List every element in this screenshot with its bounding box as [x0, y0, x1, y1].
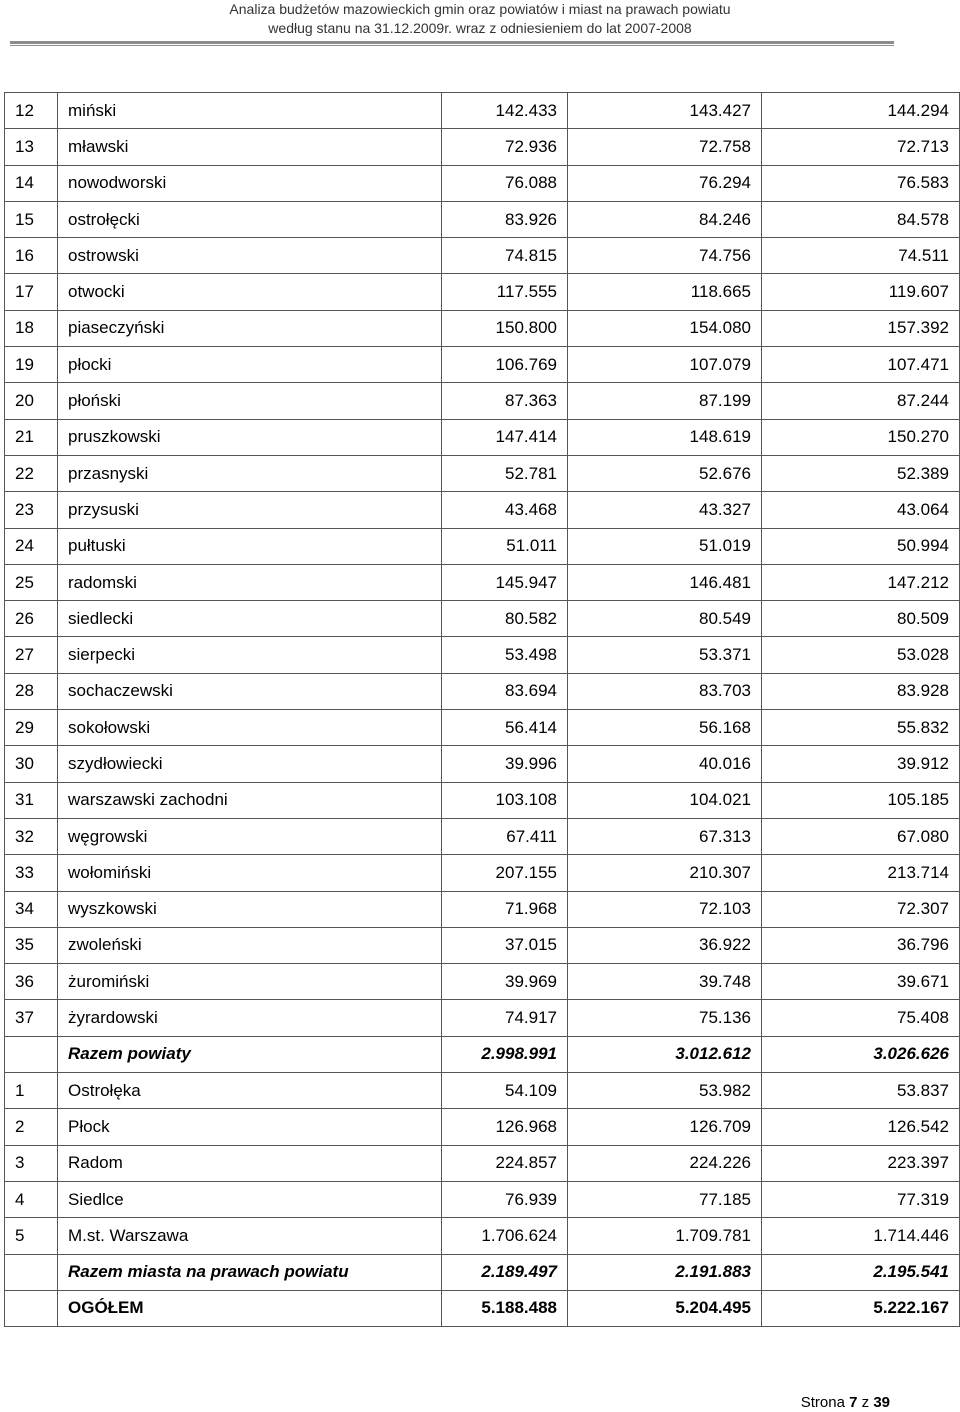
value-2007: 39.996: [442, 746, 568, 782]
value-2009: 213.714: [762, 855, 960, 891]
row-name: przasnyski: [58, 455, 442, 491]
table-row: [5, 129, 960, 165]
value-2009: 76.583: [762, 165, 960, 201]
footer-page-total: 39: [873, 1394, 890, 1411]
page-footer: [801, 1394, 890, 1411]
table-row: [5, 710, 960, 746]
value-2007: 72.936: [442, 129, 568, 165]
value-2007: 76.088: [442, 165, 568, 201]
table-row: [5, 383, 960, 419]
value-2008: 1.709.781: [568, 1218, 762, 1254]
value-2009: 223.397: [762, 1145, 960, 1181]
row-number: 12: [5, 93, 58, 129]
table-row: [5, 93, 960, 129]
value-2009: 126.542: [762, 1109, 960, 1145]
row-number: 30: [5, 746, 58, 782]
row-name: płoński: [58, 383, 442, 419]
row-name: pruszkowski: [58, 419, 442, 455]
row-name: Radom: [58, 1145, 442, 1181]
row-name: sokołowski: [58, 710, 442, 746]
row-name: Płock: [58, 1109, 442, 1145]
row-number: 27: [5, 637, 58, 673]
table-row: [5, 855, 960, 891]
row-name: Razem miasta na prawach powiatu: [58, 1254, 442, 1290]
table-row: [5, 419, 960, 455]
table-row: [5, 274, 960, 310]
footer-sep: z: [861, 1394, 870, 1411]
table-row: [5, 1218, 960, 1254]
value-2007: 52.781: [442, 455, 568, 491]
row-name: otwocki: [58, 274, 442, 310]
row-name: żyrardowski: [58, 1000, 442, 1036]
value-2009: 105.185: [762, 782, 960, 818]
table-row: [5, 891, 960, 927]
value-2007: 83.694: [442, 673, 568, 709]
value-2007: 76.939: [442, 1181, 568, 1217]
value-2008: 126.709: [568, 1109, 762, 1145]
value-2007: 80.582: [442, 601, 568, 637]
value-2007: 71.968: [442, 891, 568, 927]
row-name: piaseczyński: [58, 310, 442, 346]
table-row: [5, 601, 960, 637]
row-number: 4: [5, 1181, 58, 1217]
table-row: [5, 746, 960, 782]
value-2008: 2.191.883: [568, 1254, 762, 1290]
value-2008: 39.748: [568, 964, 762, 1000]
row-name: wołomiński: [58, 855, 442, 891]
row-name: miński: [58, 93, 442, 129]
row-name: przysuski: [58, 492, 442, 528]
value-2007: 53.498: [442, 637, 568, 673]
value-2007: 51.011: [442, 528, 568, 564]
row-number: 1: [5, 1073, 58, 1109]
value-2008: 107.079: [568, 347, 762, 383]
row-number: 34: [5, 891, 58, 927]
value-2008: 53.371: [568, 637, 762, 673]
value-2008: 51.019: [568, 528, 762, 564]
value-2007: 5.188.488: [442, 1290, 568, 1326]
value-2008: 72.758: [568, 129, 762, 165]
value-2009: 50.994: [762, 528, 960, 564]
value-2008: 67.313: [568, 818, 762, 854]
value-2007: 106.769: [442, 347, 568, 383]
value-2009: 72.307: [762, 891, 960, 927]
table-row: [5, 1073, 960, 1109]
value-2008: 52.676: [568, 455, 762, 491]
value-2007: 2.189.497: [442, 1254, 568, 1290]
value-2009: 52.389: [762, 455, 960, 491]
value-2009: 84.578: [762, 201, 960, 237]
row-number: 37: [5, 1000, 58, 1036]
row-name: szydłowiecki: [58, 746, 442, 782]
value-2008: 56.168: [568, 710, 762, 746]
header-rule: [10, 41, 894, 44]
row-name: warszawski zachodni: [58, 782, 442, 818]
value-2008: 210.307: [568, 855, 762, 891]
header-rule-thin: [10, 45, 894, 46]
row-number: 35: [5, 927, 58, 963]
table-row: [5, 818, 960, 854]
table-row: [5, 455, 960, 491]
value-2007: 87.363: [442, 383, 568, 419]
value-2009: 2.195.541: [762, 1254, 960, 1290]
table-row: [5, 165, 960, 201]
row-name: wyszkowski: [58, 891, 442, 927]
row-number: 19: [5, 347, 58, 383]
row-number: [5, 1290, 58, 1326]
value-2008: 146.481: [568, 564, 762, 600]
row-name: zwoleński: [58, 927, 442, 963]
row-number: 21: [5, 419, 58, 455]
value-2008: 77.185: [568, 1181, 762, 1217]
row-number: 24: [5, 528, 58, 564]
row-number: 29: [5, 710, 58, 746]
row-number: 36: [5, 964, 58, 1000]
table-row: [5, 1036, 960, 1072]
row-name: Razem powiaty: [58, 1036, 442, 1072]
value-2007: 74.815: [442, 238, 568, 274]
value-2007: 1.706.624: [442, 1218, 568, 1254]
value-2008: 43.327: [568, 492, 762, 528]
value-2009: 150.270: [762, 419, 960, 455]
table-row: [5, 964, 960, 1000]
value-2007: 43.468: [442, 492, 568, 528]
value-2009: 67.080: [762, 818, 960, 854]
row-number: 25: [5, 564, 58, 600]
value-2007: 2.998.991: [442, 1036, 568, 1072]
value-2009: 43.064: [762, 492, 960, 528]
value-2007: 117.555: [442, 274, 568, 310]
row-name: pułtuski: [58, 528, 442, 564]
value-2007: 142.433: [442, 93, 568, 129]
value-2009: 53.837: [762, 1073, 960, 1109]
row-number: 23: [5, 492, 58, 528]
page-header: [0, 0, 960, 38]
table-row: [5, 310, 960, 346]
value-2007: 126.968: [442, 1109, 568, 1145]
footer-prefix: Strona: [800, 1394, 845, 1411]
row-name: węgrowski: [58, 818, 442, 854]
value-2008: 224.226: [568, 1145, 762, 1181]
row-name: mławski: [58, 129, 442, 165]
row-number: 3: [5, 1145, 58, 1181]
row-number: 28: [5, 673, 58, 709]
row-name: sochaczewski: [58, 673, 442, 709]
value-2009: 83.928: [762, 673, 960, 709]
value-2008: 148.619: [568, 419, 762, 455]
table-body: [5, 93, 960, 1327]
value-2007: 67.411: [442, 818, 568, 854]
row-number: 13: [5, 129, 58, 165]
value-2007: 103.108: [442, 782, 568, 818]
table-row: [5, 1145, 960, 1181]
row-number: 31: [5, 782, 58, 818]
value-2009: 107.471: [762, 347, 960, 383]
value-2007: 74.917: [442, 1000, 568, 1036]
row-number: 14: [5, 165, 58, 201]
table-row: [5, 492, 960, 528]
row-name: Siedlce: [58, 1181, 442, 1217]
value-2008: 3.012.612: [568, 1036, 762, 1072]
row-number: 18: [5, 310, 58, 346]
value-2008: 87.199: [568, 383, 762, 419]
value-2008: 40.016: [568, 746, 762, 782]
table-row: [5, 673, 960, 709]
value-2007: 145.947: [442, 564, 568, 600]
table-row: [5, 1181, 960, 1217]
row-name: płocki: [58, 347, 442, 383]
value-2009: 157.392: [762, 310, 960, 346]
value-2007: 56.414: [442, 710, 568, 746]
row-name: siedlecki: [58, 601, 442, 637]
table-row: [5, 201, 960, 237]
value-2009: 55.832: [762, 710, 960, 746]
value-2009: 144.294: [762, 93, 960, 129]
value-2009: 77.319: [762, 1181, 960, 1217]
row-number: [5, 1254, 58, 1290]
table-row: [5, 1109, 960, 1145]
row-number: 33: [5, 855, 58, 891]
value-2007: 54.109: [442, 1073, 568, 1109]
value-2008: 154.080: [568, 310, 762, 346]
value-2008: 143.427: [568, 93, 762, 129]
row-name: ostrołęcki: [58, 201, 442, 237]
row-number: 26: [5, 601, 58, 637]
value-2008: 5.204.495: [568, 1290, 762, 1326]
table-row: [5, 1290, 960, 1326]
row-number: [5, 1036, 58, 1072]
table-row: [5, 1254, 960, 1290]
row-name: ostrowski: [58, 238, 442, 274]
row-name: Ostrołęka: [58, 1073, 442, 1109]
row-number: 5: [5, 1218, 58, 1254]
value-2008: 53.982: [568, 1073, 762, 1109]
row-number: 32: [5, 818, 58, 854]
value-2009: 3.026.626: [762, 1036, 960, 1072]
table-row: [5, 347, 960, 383]
value-2008: 74.756: [568, 238, 762, 274]
value-2008: 118.665: [568, 274, 762, 310]
value-2008: 84.246: [568, 201, 762, 237]
table-row: [5, 238, 960, 274]
value-2007: 83.926: [442, 201, 568, 237]
value-2008: 75.136: [568, 1000, 762, 1036]
row-number: 17: [5, 274, 58, 310]
row-name: M.st. Warszawa: [58, 1218, 442, 1254]
value-2008: 104.021: [568, 782, 762, 818]
value-2009: 39.671: [762, 964, 960, 1000]
value-2009: 119.607: [762, 274, 960, 310]
row-name: nowodworski: [58, 165, 442, 201]
table-row: [5, 1000, 960, 1036]
value-2007: 207.155: [442, 855, 568, 891]
value-2009: 1.714.446: [762, 1218, 960, 1254]
row-number: 15: [5, 201, 58, 237]
value-2007: 224.857: [442, 1145, 568, 1181]
table-row: [5, 637, 960, 673]
value-2008: 76.294: [568, 165, 762, 201]
value-2009: 36.796: [762, 927, 960, 963]
value-2008: 83.703: [568, 673, 762, 709]
row-number: 2: [5, 1109, 58, 1145]
value-2008: 36.922: [568, 927, 762, 963]
value-2009: 53.028: [762, 637, 960, 673]
value-2007: 39.969: [442, 964, 568, 1000]
row-name: sierpecki: [58, 637, 442, 673]
header-title-line1: Analiza budżetów mazowieckich gmin oraz powiatów i miast na prawach powiatu: [229, 1, 731, 17]
table-row: [5, 927, 960, 963]
footer-page-number: 7: [849, 1394, 858, 1411]
value-2007: 37.015: [442, 927, 568, 963]
row-number: 16: [5, 238, 58, 274]
population-table: [4, 92, 960, 1327]
value-2009: 80.509: [762, 601, 960, 637]
row-name: żuromiński: [58, 964, 442, 1000]
value-2009: 5.222.167: [762, 1290, 960, 1326]
value-2008: 80.549: [568, 601, 762, 637]
row-name: radomski: [58, 564, 442, 600]
table-row: [5, 564, 960, 600]
value-2009: 147.212: [762, 564, 960, 600]
value-2009: 72.713: [762, 129, 960, 165]
value-2007: 150.800: [442, 310, 568, 346]
value-2009: 75.408: [762, 1000, 960, 1036]
value-2009: 39.912: [762, 746, 960, 782]
table-row: [5, 782, 960, 818]
table-row: [5, 528, 960, 564]
header-title-line2: według stanu na 31.12.2009r. wraz z odniesieniem do lat 2007-2008: [268, 20, 692, 36]
row-name: OGÓŁEM: [58, 1290, 442, 1326]
row-number: 22: [5, 455, 58, 491]
value-2009: 87.244: [762, 383, 960, 419]
row-number: 20: [5, 383, 58, 419]
value-2007: 147.414: [442, 419, 568, 455]
value-2008: 72.103: [568, 891, 762, 927]
value-2009: 74.511: [762, 238, 960, 274]
